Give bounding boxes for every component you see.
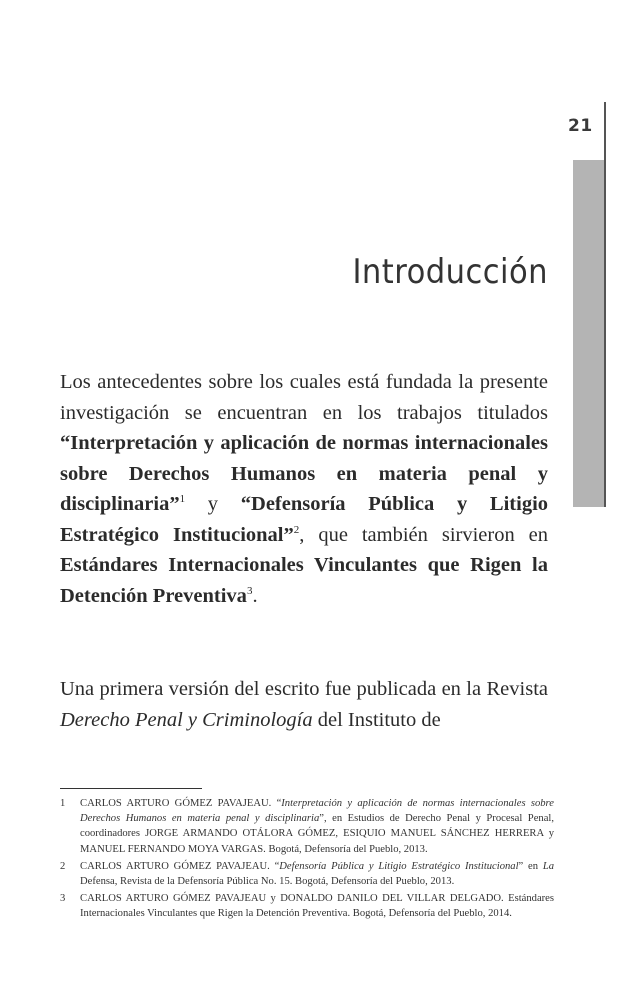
para1-bold-title-1: “Interpretación y aplicación de normas internacionales sobre Derechos Humanos en materia penal y disciplinaria” — [60, 432, 548, 515]
footnote-separator — [60, 788, 202, 789]
footnote-text — [80, 796, 554, 857]
footnote-italic-word: La — [542, 860, 555, 872]
footnote-text-part: ” en — [518, 860, 543, 872]
footnote-number: 3 — [60, 893, 66, 905]
footnote-text: CARLOS ARTURO GÓMEZ PAVAJEAU y DONALDO DANILO DEL VILLAR DELGADO. Estándares Internacionales Vinculantes que Rigen la Detención Preventiva. Bogotá, Defensoría del Pueblo, 2014. — [80, 893, 554, 920]
para1-text-3: , que también sirvieron en — [299, 523, 549, 546]
footnote-number: 2 — [60, 860, 66, 872]
footnote-ref-2: 2 — [293, 523, 300, 536]
footnote-italic-title: Interpretación y aplicación de normas internacionales sobre Derechos Humanos en materia penal y disciplinaria — [80, 798, 554, 825]
footnote-text-part: ”, en Estudios de Derecho Penal y Procesal Penal, coordinadores JORGE ARMANDO OTÁLORA GÓMEZ, ESIQUIO MANUEL SÁNCHEZ HERRERA y MANUEL FERNANDO MOYA VARGAS. Bogotá, Defensoría del Pueblo, 2013. — [80, 813, 554, 855]
footnote-text-part: CARLOS ARTURO GÓMEZ PAVAJEAU. “ — [80, 860, 280, 872]
paragraph-1 — [60, 367, 548, 611]
para1-bold-title-2: “Defensoría Pública y Litigio Estratégico Institucional” — [60, 493, 549, 546]
paragraph-2 — [60, 674, 548, 735]
page-number: 21 — [568, 116, 593, 136]
footnote-number: 1 — [60, 798, 66, 809]
para2-text-1: Una primera versión del escrito fue publicada en la Revista — [60, 678, 548, 700]
footnote-italic-title: Defensoría Pública y Litigio Estratégico Institucional — [279, 860, 519, 872]
footnote-3 — [60, 891, 554, 921]
footnote-1 — [60, 796, 554, 857]
para1-bold-title-3: Estándares Internacionales Vinculantes que Rigen la Detención Preventiva — [60, 554, 548, 607]
footnote-2 — [60, 859, 554, 889]
footnote-ref-3: 3 — [246, 584, 253, 597]
footnote-text — [80, 859, 554, 889]
side-rule — [604, 102, 606, 507]
footnotes — [60, 796, 554, 924]
footnote-text-part: CARLOS ARTURO GÓMEZ PAVAJEAU. “ — [80, 798, 282, 809]
para1-text-4: . — [252, 584, 258, 607]
side-tab-bar — [573, 160, 604, 507]
footnote-text-part: Defensa, Revista de la Defensoría Pública No. 15. Bogotá, Defensoría del Pueblo, 2013. — [80, 876, 455, 888]
footnote-ref-1: 1 — [179, 493, 186, 505]
chapter-title: Introducción — [352, 252, 548, 292]
para1-text-2: y — [185, 493, 241, 515]
para1-text-1: Los antecedentes sobre los cuales está fundada la presente investigación se encuentran en los trabajos titulados — [60, 371, 548, 424]
para2-italic-journal: Derecho Penal y Criminología — [60, 708, 313, 731]
para2-text-2: del Instituto de — [312, 708, 441, 731]
